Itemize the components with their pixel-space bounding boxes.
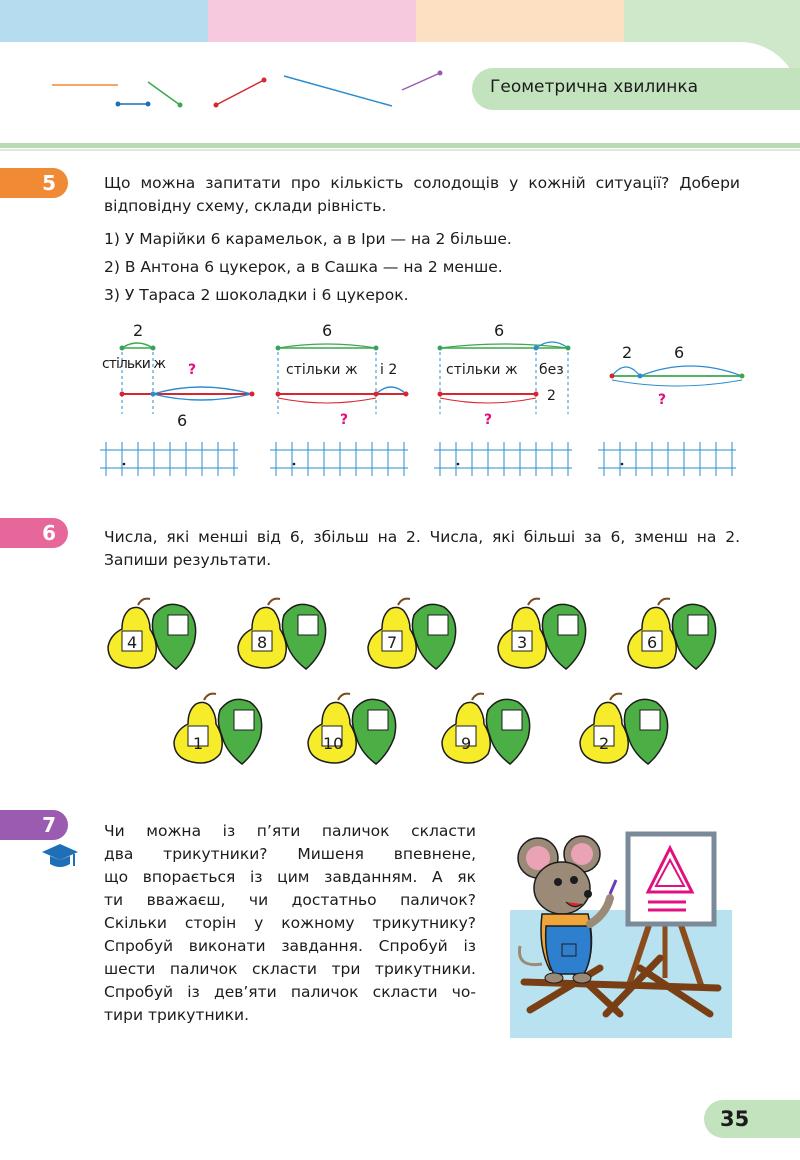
section-title: Геометрична хвилинка (490, 77, 699, 97)
task7-line: шести паличок скласти три трикутники. (104, 960, 476, 978)
pears-row-2 (166, 690, 686, 770)
task5-item-1: 1) У Марійки 6 карамельок, а в Іри — на 2 більше. (104, 230, 512, 248)
segments-illustration (40, 60, 460, 120)
task7-line: тири трикутники. (104, 1006, 250, 1024)
scheme3-question: ? (484, 412, 493, 428)
task5-question: Що можна запитати про кількість солодощів у кожній ситуації? Добери відповідну схему, склади рівність. (104, 174, 740, 215)
task7-line: Спробуй виконати завдання. Спробуй із (104, 937, 476, 955)
task5-item-2: 2) В Антона 6 цукерок, а в Сашка — на 2 менше. (104, 258, 503, 276)
scheme2-top: 6 (322, 321, 333, 340)
task7-line: ти вважаєш, чи достатньо паличок? (104, 891, 476, 909)
header-divider (0, 143, 800, 148)
scheme3-middle: стільки ж (446, 362, 518, 378)
task7-line: Скільки сторін у кожному трикутнику? (104, 914, 476, 932)
scheme-4 (600, 318, 750, 438)
scheme-1 (100, 318, 265, 438)
pear-value: 3 (517, 633, 528, 652)
scheme1-label: стільки ж (102, 356, 166, 372)
scheme4-left: 2 (622, 343, 633, 362)
scheme3-top: 6 (494, 321, 505, 340)
pear-value: 9 (461, 734, 472, 753)
mouse-easel-illustration (510, 818, 732, 1038)
pear-value: 4 (127, 633, 138, 652)
task7-line: що впорається із цим завданням. А як (104, 868, 476, 886)
task-number-7: 7 (0, 810, 68, 840)
top-bar-orange (416, 0, 624, 42)
scheme4-question: ? (658, 392, 667, 408)
task7-line: Чи можна із п’яти паличок скласти (104, 822, 476, 840)
scheme1-question: ? (188, 362, 197, 378)
task7-text (104, 820, 476, 1027)
pears-row-1 (100, 595, 740, 675)
top-bar-blue (0, 0, 208, 42)
pear-value: 6 (647, 633, 658, 652)
scheme-2 (270, 318, 420, 438)
top-bar-pink (208, 0, 416, 42)
pear-value: 1 (193, 734, 204, 753)
graduation-cap-icon (40, 842, 80, 870)
task6-text: Числа, які менші від 6, збільш на 2. Числа, які більші за 6, зменш на 2. Запиши результати. (104, 528, 740, 569)
pear-value: 7 (387, 633, 398, 652)
pear-value: 2 (599, 734, 610, 753)
scheme-3 (432, 318, 582, 438)
header-divider-light (0, 149, 800, 151)
task7-line: два трикутники? Мишеня впевнене, (104, 845, 476, 863)
page-number: 35 (704, 1100, 800, 1138)
task5-item-3: 3) У Тараса 2 шоколадки і 6 цукерок. (104, 286, 409, 304)
scheme1-top: 2 (133, 321, 144, 340)
scheme4-right: 6 (674, 343, 685, 362)
task7-line: Спробуй із дев’яти паличок скласти чо- (104, 983, 476, 1001)
answer-grids (100, 440, 760, 480)
pear-value: 10 (323, 734, 344, 753)
scheme2-middle: стільки ж (286, 362, 358, 378)
scheme2-question: ? (340, 412, 349, 428)
scheme3-right: без (539, 362, 564, 378)
task-number-6: 6 (0, 518, 68, 548)
scheme2-right: і 2 (380, 362, 398, 378)
scheme1-bottom: 6 (177, 411, 188, 430)
top-bar-green (624, 0, 800, 42)
pear-value: 8 (257, 633, 268, 652)
scheme3-right-value: 2 (547, 388, 556, 404)
task-number-5: 5 (0, 168, 68, 198)
